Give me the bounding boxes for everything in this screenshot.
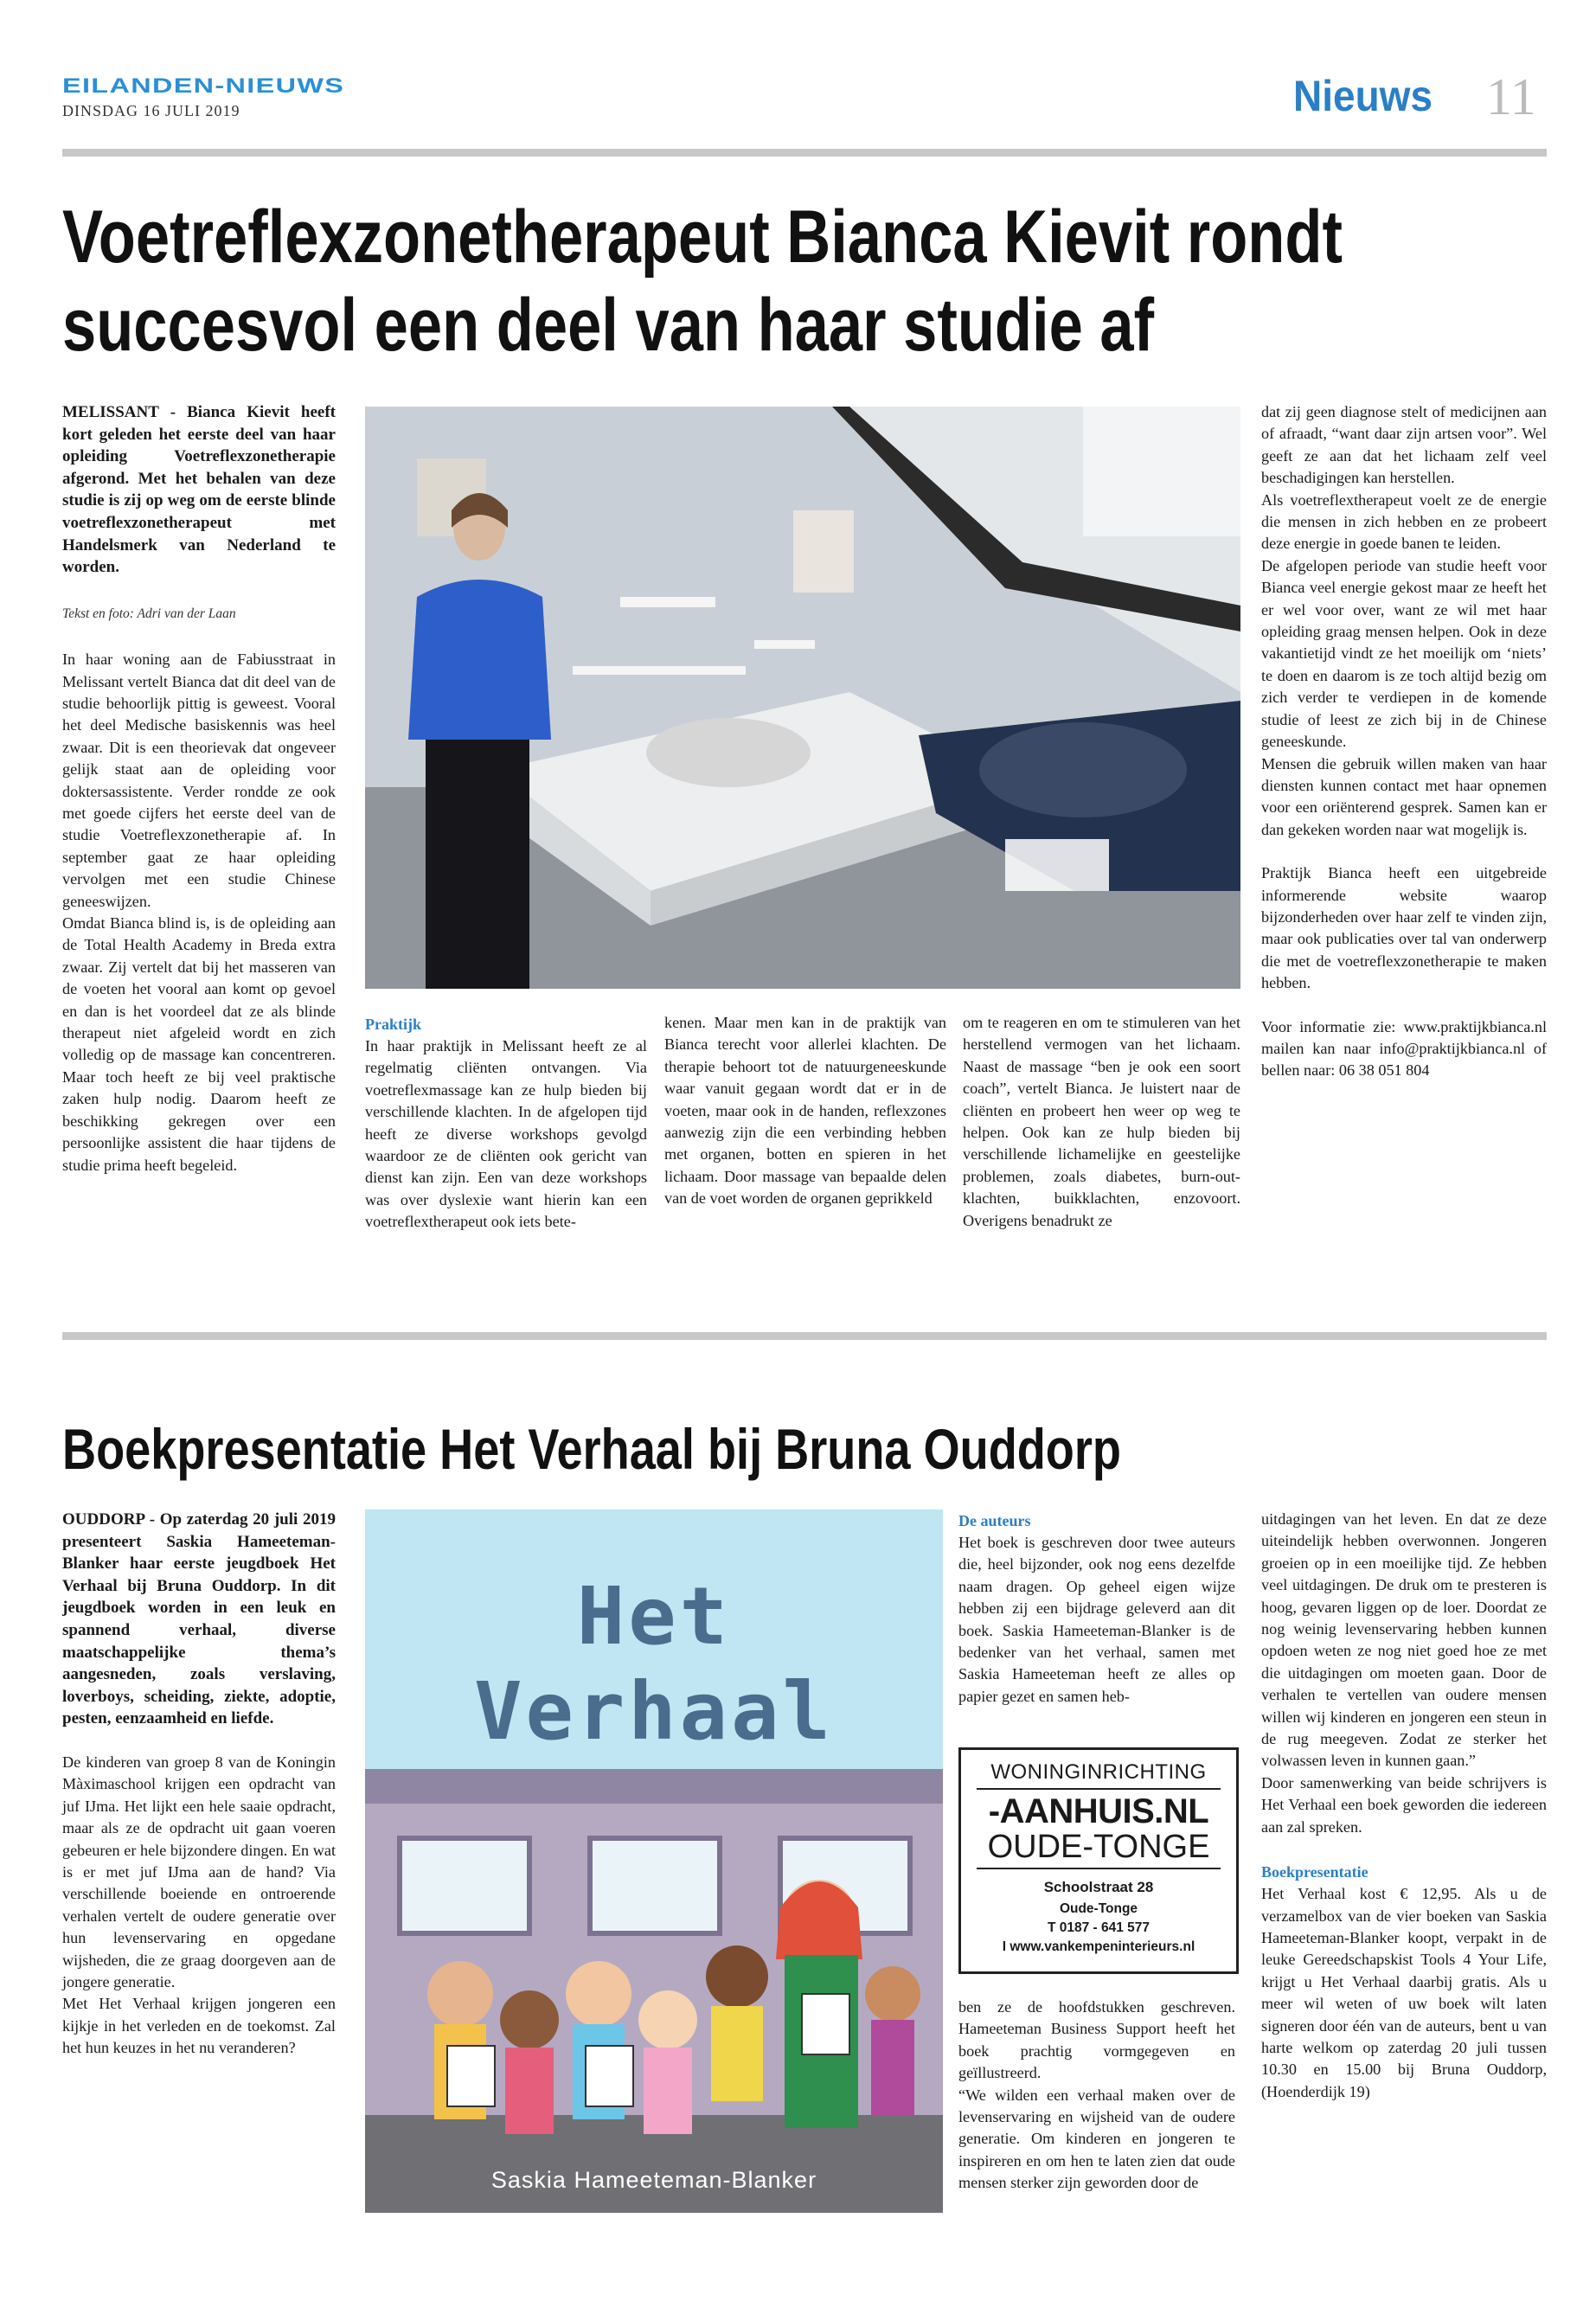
article2-paragraph: Met Het Verhaal krijgen jongeren een kijkje in het verleden en de toekomst. Zal het hun keuzes in het nu veranderen? bbox=[62, 1995, 336, 2057]
article1-paragraph: kenen. Maar men kan in de praktijk van Bianca terecht voor allerlei klachten. De therapie behoort tot de natuurgeneeskunde waar vanuit gegaan wordt dat er in de voeten, maar ook in de handen, reflexzones aanwezig zijn die een verbinding hebben met organen, botten en spieren in het lichaam. Door massage van bepaalde delen van de voet worden de organen geprikkeld bbox=[664, 1014, 946, 1208]
article1-paragraph: Mensen die gebruik willen maken van haar diensten kunnen contact met haar opnemen voor een oriënterend gesprek. Samen kan er dan gekeken worden naar wat mogelijk is. bbox=[1261, 754, 1547, 838]
article1-paragraph: De afgelopen periode van studie heeft voor Bianca veel energie gekost maar ze heeft het er wel voor over, want ze wil met haar opleiding graag mensen helpen. Ook in deze vakantietijd vindt ze het moeilijk om ‘niets’ te doen en daarom is ze toch altijd bezig om zich verder te verdiepen in de komende studie of leest ze zich bij in de Chinese geneeskunde. bbox=[1261, 556, 1547, 751]
article1-paragraph: Als voetreflextherapeut voelt ze de energie die mensen in zich hebben en ze probeert deze energie in goede banen te leiden. bbox=[1261, 490, 1547, 553]
advertisement-box bbox=[958, 1747, 1239, 1974]
section-title: Nieuws bbox=[1293, 72, 1433, 120]
ad-address2: Oude-Tonge bbox=[1059, 1901, 1138, 1916]
article2-column-4 bbox=[958, 1509, 1235, 1708]
subhead-boekpresentatie: Boekpresentatie bbox=[1261, 1863, 1368, 1881]
article1-column-3 bbox=[664, 1012, 946, 1210]
article2-paragraph: Door samenwerking van beide schrijvers is Het Verhaal een boek geworden die iedereen aan zal spreken. bbox=[1261, 1773, 1547, 1836]
subhead-auteurs: De auteurs bbox=[958, 1512, 1031, 1529]
article2-lead: OUDDORP - Op zaterdag 20 juli 2019 presenteert Saskia Hameeteman-Blanker haar eerste jeugdboek Het Verhaal bij Bruna Ouddorp. In dit jeugdboek worden in een leuk en spannend verhaal, diverse maatschappelijke thema’s aangesneden, zoals verslaving, loverboys, scheiding, ziekte, adoptie, pesten, eenzaamheid en liefde. bbox=[62, 1510, 336, 1728]
article1-headline-line1: Voetreflexzonetherapeut Bianca Kievit rondt bbox=[62, 195, 1343, 279]
article1-paragraph: dat zij geen diagnose stelt of medicijnen aan of afraadt, “want daar zijn artsen voor”. Wel geeft ze aan dat het lichaam zelf veel beschadigingen kan herstellen. bbox=[1261, 403, 1547, 487]
article1-photo bbox=[365, 407, 1240, 989]
article2-paragraph: Het boek is geschreven door twee auteurs die, heel bijzonder, ook nog eens dezelfde naam dragen. Op geheel eigen wijze hebben zij een bijdrage geleverd aan dit boek. Saskia Hameeteman-Blanker is de bedenker van het verhaal, samen met Saskia Hameeteman heeft ze alles op papier gezet en samen heb- bbox=[958, 1534, 1235, 1705]
article1-paragraph: Omdat Bianca blind is, is de opleiding aan de Total Health Academy in Breda extra zwaar. Zij vertelt dat bij het masseren van de voeten het vooral aan komt op gevoel en dan is het voordeel dat ze als blinde therapeut niet afgeleid wordt en zich volledig op de massage kan concentreren. Maar toch heeft ze bij veel praktische zaken hulp nodig. Daarom heeft ze beschikking gekregen over een persoonlijke assistent die haar tijdens de studie prima heeft begeleid. bbox=[62, 914, 336, 1174]
issue-date: DINSDAG 16 JULI 2019 bbox=[62, 102, 240, 119]
book-cover-author: Saskia Hameeteman-Blanker bbox=[490, 2167, 817, 2193]
article2-paragraph: ben ze de hoofdstukken geschreven. Hameeteman Business Support heeft het boek prachtig vormgegeven en geïllustreerd. bbox=[958, 1998, 1235, 2082]
article1-paragraph: Praktijk Bianca heeft een uitgebreide informerende website waarop bijzonderheden over haar zelf te vinden zijn, maar ook publicaties over tal van onderwerp die met de voetreflexzonetherapie te maken hebben. bbox=[1261, 864, 1547, 992]
article2-column-5 bbox=[1261, 1509, 1547, 2103]
subhead-praktijk: Praktijk bbox=[365, 1016, 421, 1033]
ad-website: I www.vankempeninterieurs.nl bbox=[1002, 1939, 1195, 1954]
ad-line1: WONINGINRICHTING bbox=[990, 1760, 1207, 1784]
ad-line2: -AANHUIS.NL bbox=[988, 1792, 1209, 1830]
treatment-room-illustration bbox=[365, 407, 1240, 989]
article1-column-4 bbox=[963, 1012, 1240, 1232]
article2-column-4b bbox=[958, 1997, 1235, 2195]
ad-address1: Schoolstraat 28 bbox=[1043, 1879, 1154, 1895]
book-cover-title-line2: Verhaal bbox=[474, 1665, 834, 1758]
article2-paragraph: uitdagingen van het leven. En dat ze deze uiteindelijk hebben overwonnen. Jongeren groeien op in een moeilijke tijd. Ze hebben veel uitdagingen. De druk om te presteren is hoog, gevaren liggen op de loer. Doordat ze nog weinig levenservaring hebben kunnen opdoen weten ze nog niet goed hoe ze met die uitdagingen om moeten gaan. Door de verhalen te vertellen van oudere mensen willen wij kinderen en jongeren een steun in de rug meegeven. Zodat ze sterker het volwassen leven in kunnen gaan.” bbox=[1261, 1510, 1547, 1770]
article2-paragraph: Het Verhaal kost € 12,95. Als u de verzamelbox van de vier boeken van Saskia Hameeteman-Blanker koopt, verpakt in de leuke Gereedschapskist Tools 4 Your Life, krijgt u Het Verhaal daarbij gratis. Als u meer wil weten of uw boek wilt laten signeren door één van de auteurs, bent u van harte welkom op zaterdag 20 juli tussen 10.30 en 15.00 bij Bruna Ouddorp, (Hoenderdijk 19) bbox=[1261, 1885, 1547, 2100]
article2-paragraph: De kinderen van groep 8 van de Koningin Màximaschool krijgen een opdracht van juf IJma. Het lijkt een hele saaie opdracht, maar als ze de opdracht uit gaan voeren gebeuren er hele bijzondere dingen. En wat is er met juf IJma aan de hand? Via verschillende boeiende en ontroerende verhalen vertelt de oudere generatie over hun levenservaring en opgedane wijsheden, die ze graag doorgeven aan de jongere generatie. bbox=[62, 1753, 336, 1990]
article2-column-1 bbox=[62, 1509, 336, 2060]
article1-column-1 bbox=[62, 401, 336, 1176]
article1-column-2 bbox=[365, 1012, 647, 1234]
book-cover-image bbox=[365, 1509, 943, 2213]
article1-paragraph: In haar praktijk in Melissant heeft ze al regelmatig cliënten ontvangen. Via voetreflexmassage kan ze hulp bieden bij verschillende klachten. In de afgelopen tijd heeft ze diverse workshops gevolgd waardoor ze de cliënten ook gericht van dienst kan zijn. Een van deze workshops was over dyslexie want hierin kan een voetreflextherapeut ook iets bete- bbox=[365, 1037, 647, 1231]
article1-paragraph: om te reageren en om te stimuleren van het herstellend vermogen van het lichaam. Naast de massage “ben je ook een soort coach”, vertelt Bianca. Je luistert naar de cliënten en probeert hen weer op weg te helpen. Ook kan ze hulp bieden bij verschillende lichamelijke en geestelijke problemen, zoals diabetes, burn-out-klachten, buikklachten, enzovoort. Overigens benadrukt ze bbox=[963, 1014, 1240, 1229]
photo-credit: Tekst en foto: Adri van der Laan bbox=[62, 606, 236, 621]
book-cover-title-line1: Het bbox=[576, 1570, 732, 1663]
article1-lead: MELISSANT - Bianca Kievit heeft kort geleden het eerste deel van haar opleiding Voetreflexzonetherapie afgerond. Met het behalen van deze studie is zij op weg om de eerste blinde voetreflexzonetherapeut met Handelsmerk van Nederland te worden. bbox=[62, 403, 336, 577]
top-divider bbox=[62, 149, 1547, 157]
article1-paragraph: In haar woning aan de Fabiusstraat in Melissant vertelt Bianca dat dit deel van de studie behoorlijk pittig is geweest. Vooral het deel Medische basiskennis was heel zwaar. Dit is een theorievak dat ongeveer gelijk staat aan de opleiding voor doktersassistente. Verder rondde ze ook met goede cijfers het eerste deel van de studie Voetreflexzonetherapie af. In september gaat ze haar opleiding vervolgen met een studie Chinese geneeswijzen. bbox=[62, 651, 336, 910]
page-number: 11 bbox=[1486, 68, 1536, 125]
newspaper-logo: EILANDEN-NIEUWS bbox=[62, 74, 345, 98]
article-divider bbox=[62, 1332, 1547, 1340]
article2-paragraph: “We wilden een verhaal maken over de levenservaring en wijsheid van de oudere generatie. Om kinderen en jongeren te inspireren en om hen te laten zien dat oude mensen sterker zijn geworden door de bbox=[958, 2086, 1235, 2192]
ad-line3: OUDE-TONGE bbox=[987, 1829, 1210, 1865]
article2-headline: Boekpresentatie Het Verhaal bij Bruna Ouddorp bbox=[62, 1417, 1121, 1481]
contact-info: Voor informatie zie: www.praktijkbianca.nl mailen kan naar info@praktijkbianca.nl of bellen naar: 06 38 051 804 bbox=[1261, 1017, 1547, 1080]
article1-headline-line2: succesvol een deel van haar studie af bbox=[62, 284, 1155, 367]
article1-column-5 bbox=[1261, 401, 1547, 1082]
ad-phone: T 0187 - 641 577 bbox=[1047, 1920, 1151, 1935]
